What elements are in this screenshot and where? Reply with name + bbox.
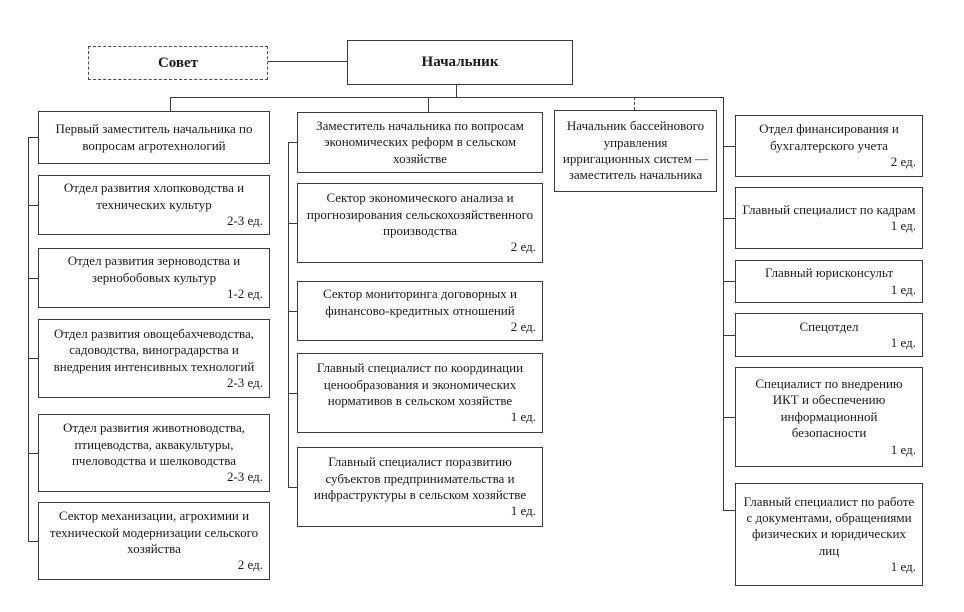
box-monitoring-sector	[297, 281, 543, 341]
box-ict-specialist	[735, 367, 923, 467]
box-units: 1 ед.	[890, 559, 916, 575]
connector-stub	[723, 218, 735, 219]
connector-stub	[28, 278, 38, 279]
connector-stub	[723, 281, 735, 282]
box-documents-specialist	[735, 483, 923, 586]
box-title: Отдел развития хлопководства и технических культур	[63, 180, 245, 212]
box-cotton-dept	[38, 175, 270, 235]
box-title: Отдел развития зерноводства и зернобобовых культур	[67, 253, 241, 285]
box-units: 2 ед.	[510, 239, 536, 255]
box-title: Совет	[157, 54, 199, 71]
box-title: Сектор механизации, агрохимии и технической модернизации сельского хозяйства	[49, 508, 259, 556]
box-title: Спецотдел	[799, 318, 859, 334]
box-units: 1 ед.	[510, 503, 536, 519]
box-units: 2-3 ед.	[226, 374, 263, 390]
box-title: Главный специалист по работе с документами, обращениями физических и юридических лиц	[743, 493, 915, 558]
box-first-deputy-agrotech	[38, 111, 270, 164]
connector-drop-col1	[170, 97, 171, 111]
box-units: 1 ед.	[890, 218, 916, 233]
connector-stub	[28, 137, 38, 138]
box-title: Главный специалист по координации ценообразования и экономических нормативов в сельском хозяйстве	[316, 360, 524, 408]
connector-col2-spine	[288, 142, 289, 487]
box-title: Отдел финансирования и бухгалтерского учета	[759, 121, 899, 153]
box-pricing-specialist	[297, 353, 543, 433]
box-hr-specialist	[735, 187, 923, 249]
box-grain-dept	[38, 248, 270, 308]
box-econ-analysis-sector	[297, 183, 543, 263]
box-title: Первый заместитель начальника по вопросам агротехнологий	[55, 121, 253, 153]
connector-stub	[288, 223, 297, 224]
connector-stub	[28, 358, 38, 359]
connector-stub	[28, 541, 38, 542]
box-units: 1-2 ед.	[226, 286, 263, 302]
connector-chief-drop	[456, 85, 457, 97]
box-units: 2 ед.	[237, 557, 263, 573]
box-legal-counsel	[735, 260, 923, 303]
box-title: Начальник бассейнового управления ирригационных систем — заместитель начальника	[562, 118, 709, 183]
box-title: Отдел развития животноводства, птицеводства, аквакультуры, пчеловодства и шелководства	[62, 420, 246, 468]
connector-stub	[28, 453, 38, 454]
box-units: 1 ед.	[890, 281, 916, 297]
box-title: Сектор мониторинга договорных и финансово-кредитных отношений	[323, 286, 517, 318]
box-title: Главный юрисконсульт	[764, 265, 893, 281]
box-council	[88, 46, 268, 80]
box-basin-irrigation-head	[554, 110, 717, 192]
box-livestock-dept	[38, 414, 270, 492]
box-units: 2 ед.	[510, 319, 536, 335]
connector-col4-spine	[723, 97, 724, 510]
connector-stub	[288, 142, 297, 143]
box-deputy-econ-reforms	[297, 112, 543, 173]
box-title: Начальник	[421, 54, 499, 70]
box-title: Сектор экономического анализа и прогнозирования сельскохозяйственного производства	[306, 190, 534, 238]
box-units: 1 ед.	[890, 335, 916, 350]
connector-stub	[288, 487, 297, 488]
connector-drop-col2	[428, 97, 429, 112]
box-mechanization-sector	[38, 502, 270, 580]
connector-stub	[288, 393, 297, 394]
box-finance-dept	[735, 115, 923, 177]
box-units: 1 ед.	[510, 409, 536, 425]
connector-council-chief	[268, 61, 347, 62]
connector-stub	[723, 335, 735, 336]
box-units: 2-3 ед.	[226, 213, 263, 229]
box-entrepreneurship-specialist	[297, 447, 543, 527]
box-units: 1 ед.	[890, 441, 916, 457]
connector-main-horizontal	[170, 97, 724, 98]
connector-col1-spine	[28, 137, 29, 541]
connector-stub	[28, 205, 38, 206]
box-title: Специалист по внедрению ИКТ и обеспечению информационной безопасности	[755, 376, 903, 441]
box-title: Главный специалист поразвитию субъектов предпринимательства и инфраструктуры в сельском хозяйстве	[313, 454, 527, 502]
box-title: Отдел развития овощебахчеводства, садоводства, виноградарства и внедрения интенсивных технологий	[53, 325, 255, 374]
connector-stub	[723, 510, 735, 511]
box-vegetable-dept	[38, 319, 270, 398]
connector-stub	[723, 417, 735, 418]
box-title: Главный специалист по кадрам	[742, 201, 916, 217]
box-chief	[347, 40, 573, 85]
box-units: 2-3 ед.	[226, 469, 263, 485]
connector-drop-col3-dashed	[634, 97, 635, 110]
box-title: Заместитель начальника по вопросам экономических реформ в сельском хозяйстве	[316, 117, 524, 166]
box-units: 2 ед.	[890, 154, 916, 170]
connector-stub	[723, 146, 735, 147]
connector-stub	[288, 311, 297, 312]
box-special-dept	[735, 313, 923, 357]
